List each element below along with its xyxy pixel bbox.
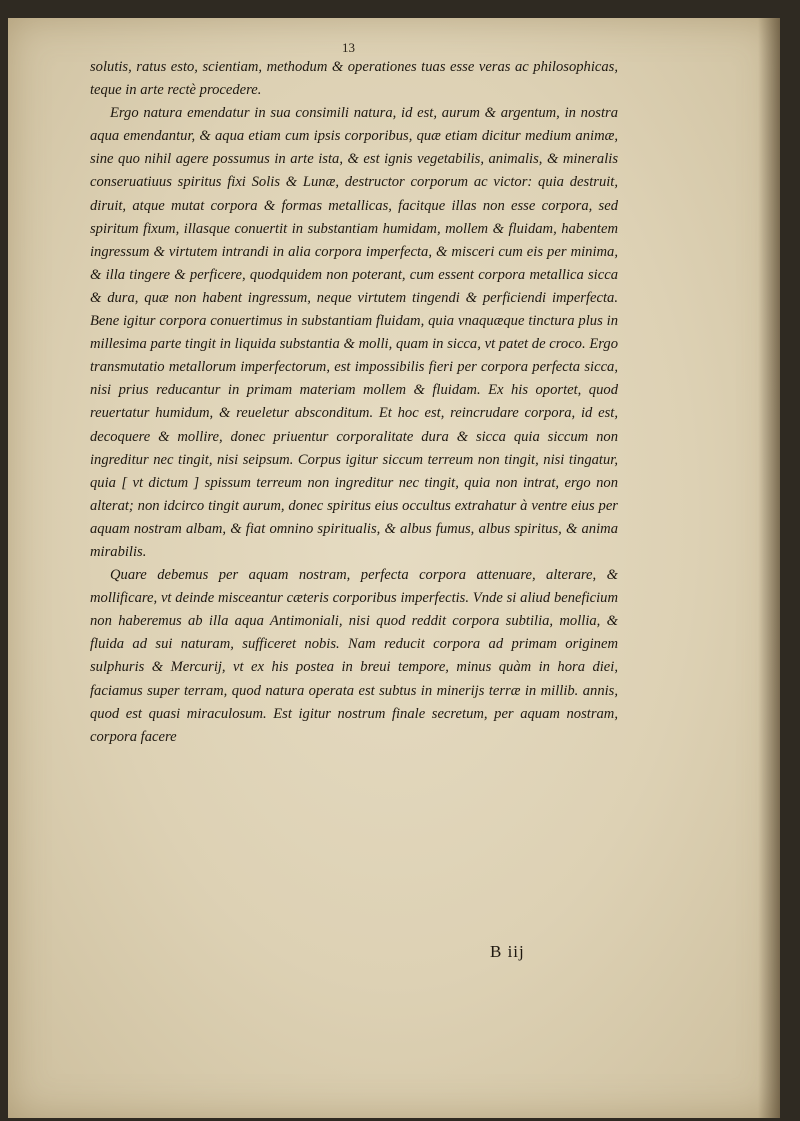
page-gutter-shadow bbox=[758, 18, 780, 1118]
body-text bbox=[90, 56, 618, 749]
page-number: 13 bbox=[342, 40, 355, 55]
paragraph-ergo-natura: Ergo natura emendatur in sua consimili natura, id est, aurum & argentum, in nostra aqua emendantur, & aqua etiam cum ipsis corporibus, quæ etiam dicitur medium animæ, sine quo nihil agere possumus in arte ista, & est ignis vegetabilis, animalis, & mineralis conseruatiuus spiritus fixi Solis & Lunæ, destructor corporum ac victor: quia destruit, diruit, atque mutat corpora & formas metallicas, facitque illas non esse corpora, sed spiritum fixum, illasque conuertit in substantiam humidam, mollem & fluidam, habentem ingressum & virtutem intrandi in alia corpora imperfecta, & misceri cum eis per minima, & illa tingere & perficere, quodquidem non poterant, cum essent corpora metallica sicca & dura, quæ non habent ingressum, neque virtutem tingendi & perficiendi imperfecta. Bene igitur corpora conuertimus in substantiam fluidam, quia vnaquæque tinctura plus in millesima parte tingit in liquida substantia & molli, quam in sicca, vt patet de croco. Ergo transmutatio metallorum imperfectorum, est impossibilis fieri per corpora perfecta sicca, nisi prius reducantur in primam materiam mollem & fluidam. Ex his oportet, quod reuertatur humidum, & reueletur absconditum. Et hoc est, reincrudare corpora, id est, decoquere & mollire, donec priuentur corporalitate dura & sicca quia siccum non ingreditur nec tingit, nisi seipsum. Corpus igitur siccum terreum non tingit, nisi tingatur, quia [ vt dictum ] spissum terreum non ingreditur nec tingit, quia non intrat, ergo non alterat; non idcirco tingit aurum, donec spiritus eius occultus extrahatur à ventre eius per aquam nostram albam, & fiat omnino spiritualis, & albus fumus, albus spiritus, & anima mirabilis. bbox=[90, 105, 618, 560]
paragraph-continuation: solutis, ratus esto, scientiam, methodum & operationes tuas esse veras ac philosophicas, teque in arte rectè procedere. bbox=[90, 59, 618, 99]
signature-mark: B iij bbox=[490, 942, 525, 961]
paragraph-quare-debemus: Quare debemus per aquam nostram, perfecta corpora attenuare, alterare, & mollificare, vt deinde misceantur cæteris corporibus imperfectis. Vnde si aliud beneficium non haberemus ab illa aqua Antimoniali, nisi quod reddit corpora subtilia, mollia, & fluida ad sui naturam, sufficeret nobis. Nam reducit corpora ad primam originem sulphuris & Mercurij, vt ex his postea in breui tempore, minus quàm in hora diei, faciamus super terram, quod natura operata est subtus in minerijs terræ in millib. annis, quod est quasi miraculosum. Est igitur nostrum finale secretum, per aquam nostram, corpora facere bbox=[90, 567, 618, 745]
